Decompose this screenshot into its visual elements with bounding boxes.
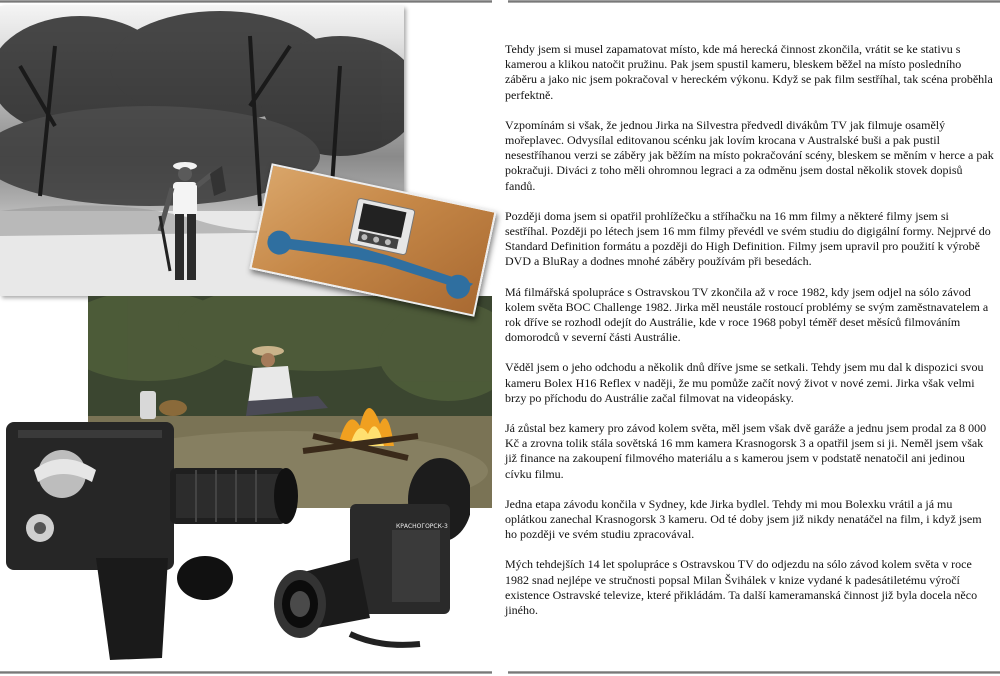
top-rule-left: [0, 0, 492, 3]
krasnogorsk-label: КРАСНОГОРСК-3: [396, 523, 448, 530]
bottom-rule-left: [0, 671, 492, 674]
top-rule-right: [508, 0, 1000, 3]
paragraph: Jedna etapa závodu končila v Sydney, kde Jirka bydlel. Tehdy mi mou Bolexku vrátil a já mu oplátkou zanechal Krasnogorsk 3 kameru. Od té doby jsem již nikdy nenatáčel na film, i když jsem ho později ve svém studiu zpracovával.: [505, 496, 982, 542]
paragraph: Věděl jsem o jeho odchodu a několik dnů dříve jsme se setkali. Tehdy jsem mu dal k dispozici svou kameru Bolex H16 Reflex v naději, že mu pomůže začít nový život v nové zemi. Jirka však velmi brzy po příchodu do Austrálie začal filmovat na videopásky.: [505, 360, 984, 405]
article-text: [505, 42, 994, 633]
paragraph: Mých tehdejších 14 let spolupráce s Ostravskou TV do odjezdu na sólo závod kolem světa v roce 1982 snad nejlépe ve stručnosti popsal Milan Švihálek v knize vydané k padesátiletému výročí existence Ostravské televize, které přikládám. Ta další kameramanská činnost již byla docela něco jiného.: [505, 557, 978, 618]
paragraph: Tehdy jsem si musel zapamatovat místo, kde má herecká činnost zkončila, vrátit se ke stativu s kamerou a klikou natočit pružinu. Pak jsem spustil kameru, bleskem běžel na místo posledního záběru a jako nic jsem pokračoval v hereckém výkonu. Když se pak film sestříhal, tak scéna proběhla perfektně.: [505, 42, 993, 102]
paragraph: Má filmářská spolupráce s Ostravskou TV zkončila až v roce 1982, kdy jsem odjel na sólo závod kolem světa BOC Challenge 1982. Jirka měl neustále rostoucí problémy se svým zaměstnavatelem a rok dříve se rozhodl odejít do Austrálie, kde v roce 1968 pobyl téměř deset měsíců filmováním domorodců v severní části Austrálie.: [505, 284, 989, 345]
cameras-photo: [0, 408, 470, 670]
paragraph: Později doma jsem si opatřil prohlížečku a stříhačku na 16 mm filmy a některé filmy jsem si sestříhal. Později po létech jsem 16 mm filmy převédl ve svém studiu do digigální formy. Nejprvé do Standard Definition formátu a později do High Definition. Filmy jsem upravil pro použití k výrobě DVD a BluRay a dodnes mnohé záběry používám při besedách.: [505, 208, 991, 269]
bolex-camera-icon: [6, 422, 298, 660]
krasnogorsk-camera-icon: [274, 458, 470, 645]
paragraph: Vzpomínám si však, že jednou Jirka na Silvestra předvedl divákům TV jak filmuje osamělý mořeplavec. Odvysílal editovanou scénku jak lovím krocana v Australské buši a pak pustil nesestříhanou verzi se záběry jak běžím na místo pokračování scény, bleskem se měním v herce a pak pokračuji. Diváci z toho měli ohromnou legraci a za odměnu jsem dostal několik stovek dopisů fandů.: [505, 117, 994, 193]
bottom-rule-right: [508, 671, 1000, 674]
paragraph: Já zůstal bez kamery pro závod kolem světa, měl jsem však dvě garáže a jednu jsem prodal za 8 000 Kč a zrovna tolik stála sovětská 16 mm kamera Krasnogorsk 3 a opatřil jsem si ji. Neměl jsem však již finance na zakoupení filmového materiálu a s kamerou jsem v podstatě nenatočil ani jedinou cívku filmu.: [505, 421, 987, 481]
